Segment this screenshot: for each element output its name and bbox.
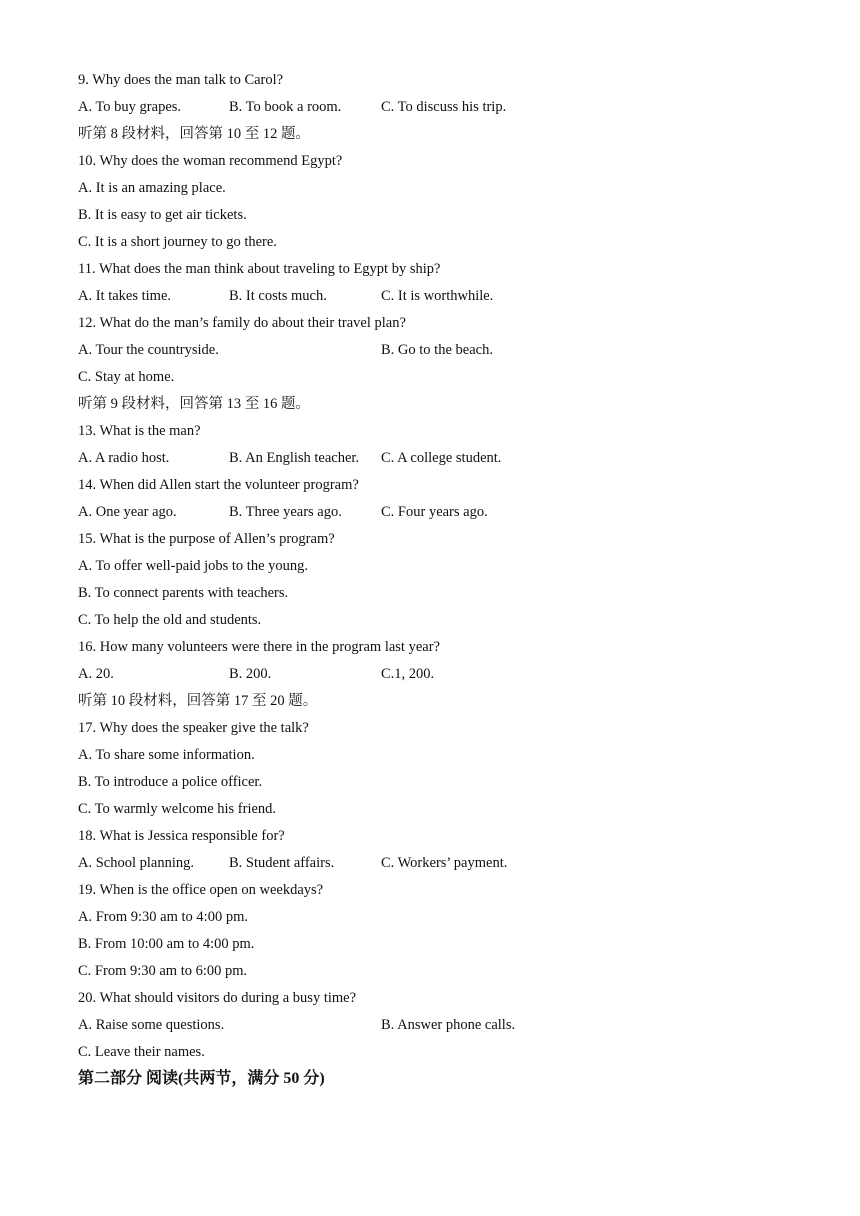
segment-9-instruction: 听第 9 段材料，回答第 13 至 16 题。 [78,396,310,412]
option-c: C. Leave their names. [78,1044,205,1060]
option-a: A. School planning. [78,855,194,871]
question-9: 9. Why does the man talk to Carol? [78,72,284,88]
option-c: C. Four years ago. [381,504,488,520]
question-18-options [78,854,778,872]
option-b: B. Go to the beach. [381,342,493,358]
segment-10-instruction: 听第 10 段材料，回答第 17 至 20 题。 [78,693,318,709]
option-a: A. To share some information. [78,747,255,763]
question-13: 13. What is the man? [78,423,201,439]
option-b: B. Three years ago. [229,504,342,520]
option-b: B. To connect parents with teachers. [78,585,289,601]
question-10: 10. Why does the woman recommend Egypt? [78,153,343,169]
question-11-options [78,287,778,305]
option-a: A. From 9:30 am to 4:00 pm. [78,909,248,925]
question-14: 14. When did Allen start the volunteer program? [78,477,359,493]
option-c: C. Workers’ payment. [381,855,508,871]
question-9-options [78,98,778,116]
option-a: A. One year ago. [78,504,177,520]
question-18: 18. What is Jessica responsible for? [78,828,285,844]
question-16-options [78,665,778,683]
section-heading: 第二部分 阅读(共两节，满分 50 分) [78,1070,325,1087]
option-b: B. It costs much. [229,288,327,304]
option-a: A. Raise some questions. [78,1017,225,1033]
option-c: C. From 9:30 am to 6:00 pm. [78,963,248,979]
option-c: C. To warmly welcome his friend. [78,801,277,817]
question-17: 17. Why does the speaker give the talk? [78,720,309,736]
question-12-options [78,341,778,359]
option-b: B. 200. [229,666,272,682]
option-a: A. To offer well-paid jobs to the young. [78,558,309,574]
option-b: B. An English teacher. [229,450,360,466]
option-c: C. It is a short journey to go there. [78,234,277,250]
segment-8-instruction: 听第 8 段材料，回答第 10 至 12 题。 [78,126,310,142]
question-15: 15. What is the purpose of Allen’s program? [78,531,335,547]
option-c: C. A college student. [381,450,502,466]
option-a: A. A radio host. [78,450,170,466]
question-14-options [78,503,778,521]
question-20: 20. What should visitors do during a busy time? [78,990,357,1006]
option-a: A. It is an amazing place. [78,180,226,196]
option-b: B. It is easy to get air tickets. [78,207,247,223]
question-11: 11. What does the man think about traveling to Egypt by ship? [78,261,441,277]
option-a: A. To buy grapes. [78,99,182,115]
option-b: B. Student affairs. [229,855,335,871]
option-a: A. 20. [78,666,114,682]
option-c: C. To help the old and students. [78,612,262,628]
question-13-options [78,449,778,467]
option-b: B. To introduce a police officer. [78,774,263,790]
option-c: C. Stay at home. [78,369,175,385]
question-12: 12. What do the man’s family do about their travel plan? [78,315,406,331]
option-b: B. Answer phone calls. [381,1017,516,1033]
option-c: C. It is worthwhile. [381,288,494,304]
option-b: B. To book a room. [229,99,342,115]
question-20-options [78,1016,778,1034]
option-c: C. To discuss his trip. [381,99,507,115]
option-a: A. It takes time. [78,288,172,304]
option-b: B. From 10:00 am to 4:00 pm. [78,936,255,952]
question-16: 16. How many volunteers were there in the program last year? [78,639,440,655]
option-a: A. Tour the countryside. [78,342,219,358]
question-19: 19. When is the office open on weekdays? [78,882,324,898]
option-c: C.1, 200. [381,666,435,682]
